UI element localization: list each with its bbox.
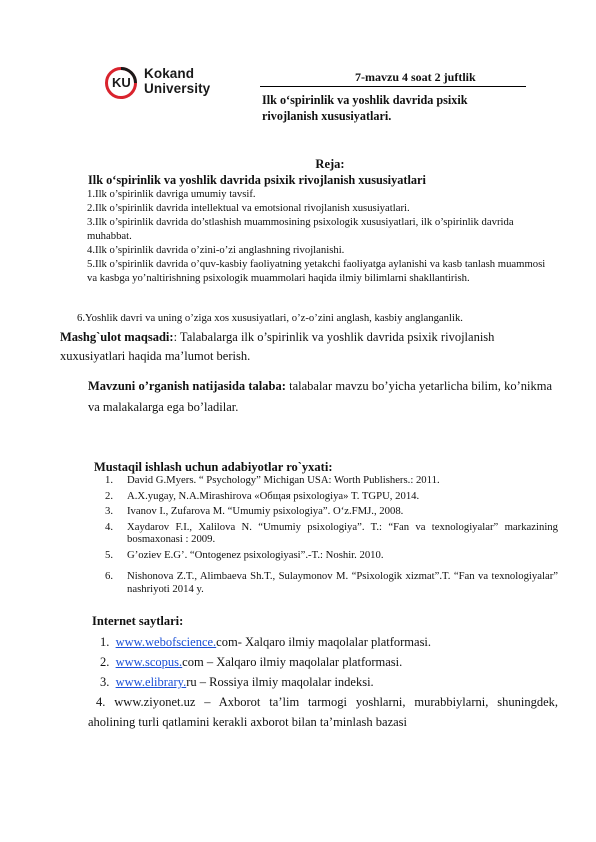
learning-outcome xyxy=(88,376,552,418)
plan-item: 3.Ilk o’spirinlik davrida do’stlashish muammosining psixologik xususiyatlari, ilk o’spirinlik davrida muhabbat. xyxy=(87,216,514,242)
plan-item: 1.Ilk o’spirinlik davriga umumiy tavsif. xyxy=(87,188,256,200)
internet-sites-heading: Internet saytlari: xyxy=(92,614,184,628)
references-heading: Mustaqil ishlash uchun adabiyotlar ro`yxati: xyxy=(94,460,333,474)
internet-sites-list xyxy=(88,632,558,732)
goal-text: : Talabalarga ilk o’spirinlik va yoshlik davrida psixik rivojlanish xuxusiyatlari haqida ma’lumot berish. xyxy=(60,330,495,363)
site-link-scopus[interactable]: www.scopus. xyxy=(115,655,183,669)
site-item: 2. www.scopus.com – Xalqaro ilmiy maqolalar platformasi. xyxy=(100,655,403,669)
references-list xyxy=(105,474,558,598)
reference-item: 5. G’oziev E.G’. “Ontogenez psixologiyasi”.-T.: Noshir. 2010. xyxy=(105,548,384,561)
topic-title: Ilk o‘spirinlik va yoshlik davrida psixik rivojlanish xususiyatlari. xyxy=(262,93,468,123)
site-item-ziyonet: 4. www.ziyonet.uz – Axborot ta’lim tarmogi yoshlarni, murabbiylarni, shuningdek, aholining turli qatlamini kerakli axborot bilan ta’minlash bazasi xyxy=(88,695,558,729)
plan-list xyxy=(87,187,553,285)
plan-item: 4.Ilk o’spirinlik davrida o’zini-o’zi anglashning rivojlanishi. xyxy=(87,244,345,256)
reference-item: 2. A.X.yugay, N.A.Mirashirova «Общая psixologiya» T. TGPU, 2014. xyxy=(105,489,420,502)
header-divider xyxy=(260,86,526,87)
reference-item: 6. Nishonova Z.T., Alimbaeva Sh.T., Sulaymonov M. “Psixologik xizmat”.T. “Fan va texnologiyalar” nashriyoti 2014 y. xyxy=(105,570,558,595)
outcome-text: talabalar mavzu bo’yicha yetarlicha bilim, ko’nikma va malakalarga ega bo’ladilar. xyxy=(88,379,552,414)
reference-item: 3. Ivanov I., Zufarova M. “Umumiy psixologiya”. O‘z.FMJ., 2008. xyxy=(105,505,404,517)
logo-wordmark xyxy=(144,66,210,96)
plan-heading: Ilk o‘spirinlik va yoshlik davrida psixik rivojlanish xususiyatlari xyxy=(88,173,426,187)
logo-line-2: University xyxy=(144,81,211,96)
site-link-webofscience[interactable]: www.webofscience. xyxy=(115,635,217,649)
plan-item: 2.Ilk o’spirinlik davrida intellektual va emotsional rivojlanish xususiyatlari. xyxy=(87,202,410,214)
site-link-elibrary[interactable]: www.elibrary. xyxy=(115,675,187,689)
plan-item-6: 6.Yoshlik davri va uning o’ziga xos xususiyatlari, o’z-o’zini anglash, kasbiy anglanganlik. xyxy=(77,312,463,324)
kokand-university-logo xyxy=(104,66,234,102)
goal-label: Mashg`ulot maqsadi: xyxy=(60,330,174,344)
logo-line-1: Kokand xyxy=(144,66,195,81)
reference-item: 1. David G.Myers. “ Psychology” Michigan USA: Worth Publishers.: 2011. xyxy=(105,474,440,486)
logo-mark-text: KU xyxy=(112,75,131,90)
site-item: 1. www.webofscience.com- Xalqaro ilmiy maqolalar platformasi. xyxy=(100,635,432,649)
lesson-goal xyxy=(60,328,500,366)
outcome-label: Mavzuni o’rganish natijasida talaba: xyxy=(88,379,286,393)
plan-label: Reja: xyxy=(315,157,345,171)
topic-number: 7-mavzu 4 soat 2 juftlik xyxy=(355,70,476,84)
plan-item: 5.Ilk o’spirinlik davrida o’quv-kasbiy faoliyatning yetakchi faoliyatga aylanishi va kasb tanlash muammosi va kasbga yo’naltirishning psixologik muammolari haqida ilmiy bilimlarni shakllantirish. xyxy=(87,258,546,284)
site-item: 3. www.elibrary.ru – Rossiya ilmiy maqolalar indeksi. xyxy=(100,675,374,689)
reference-item: 4. Xaydarov F.I., Xalilova N. “Umumiy psixologiya”. T.: “Fan va texnologiyalar” markazining bosmaxonasi : 2009. xyxy=(105,520,558,545)
